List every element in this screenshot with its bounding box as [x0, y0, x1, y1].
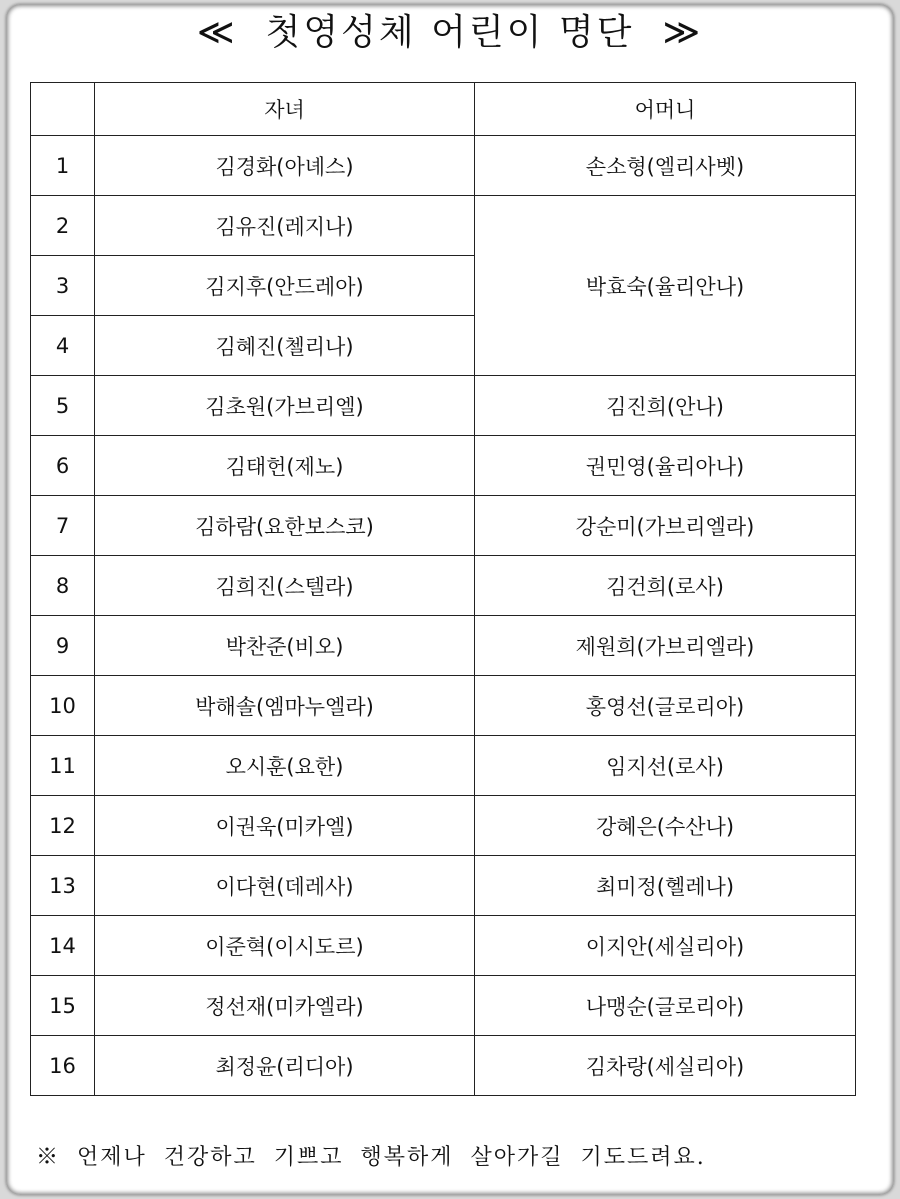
child-name: 최정윤(리디아) [95, 1036, 475, 1096]
row-number: 2 [31, 196, 95, 256]
child-name: 박찬준(비오) [95, 616, 475, 676]
mother-name: 권민영(율리아나) [475, 436, 856, 496]
mother-name: 이지안(세실리아) [475, 916, 856, 976]
roster-table [30, 82, 856, 1096]
row-number: 13 [31, 856, 95, 916]
child-name: 이권욱(미카엘) [95, 796, 475, 856]
row-number: 12 [31, 796, 95, 856]
table-row [31, 376, 856, 436]
table-row [31, 496, 856, 556]
child-name: 이준혁(이시도르) [95, 916, 475, 976]
child-name: 오시훈(요한) [95, 736, 475, 796]
mother-name: 나맹순(글로리아) [475, 976, 856, 1036]
row-number: 4 [31, 316, 95, 376]
page-title [6, 10, 894, 56]
row-number: 15 [31, 976, 95, 1036]
row-number: 16 [31, 1036, 95, 1096]
mother-name: 강혜은(수산나) [475, 796, 856, 856]
row-number: 14 [31, 916, 95, 976]
title-right-mark: ≫ [662, 12, 704, 53]
table-row [31, 436, 856, 496]
table-row [31, 196, 856, 256]
row-number: 1 [31, 136, 95, 196]
roster-body [31, 136, 856, 1096]
header-row [31, 83, 856, 136]
child-name: 김초원(가브리엘) [95, 376, 475, 436]
table-row [31, 136, 856, 196]
mother-name: 최미정(헬레나) [475, 856, 856, 916]
child-name: 김태헌(제노) [95, 436, 475, 496]
mother-name: 강순미(가브리엘라) [475, 496, 856, 556]
footer-note: ※ 언제나 건강하고 기쁘고 행복하게 살아가길 기도드려요. [36, 1145, 706, 1170]
table-row [31, 976, 856, 1036]
header-number [31, 83, 95, 136]
table-row [31, 856, 856, 916]
row-number: 11 [31, 736, 95, 796]
child-name: 김경화(아녜스) [95, 136, 475, 196]
child-name: 김유진(레지나) [95, 196, 475, 256]
mother-name: 김진희(안나) [475, 376, 856, 436]
row-number: 7 [31, 496, 95, 556]
title-left-mark: ≪ [196, 12, 238, 53]
table-row [31, 736, 856, 796]
mother-name: 임지선(로사) [475, 736, 856, 796]
title-text: 첫영성체 어린이 명단 [265, 12, 635, 53]
table-row [31, 676, 856, 736]
row-number: 5 [31, 376, 95, 436]
child-name: 김지후(안드레아) [95, 256, 475, 316]
child-name: 김희진(스텔라) [95, 556, 475, 616]
table-row [31, 796, 856, 856]
table-row [31, 556, 856, 616]
mother-name: 김차랑(세실리아) [475, 1036, 856, 1096]
mother-name: 박효숙(율리안나) [475, 196, 856, 376]
row-number: 6 [31, 436, 95, 496]
child-name: 김혜진(첼리나) [95, 316, 475, 376]
header-mother: 어머니 [475, 83, 856, 136]
header-child: 자녀 [95, 83, 475, 136]
row-number: 9 [31, 616, 95, 676]
child-name: 박해솔(엠마누엘라) [95, 676, 475, 736]
mother-name: 홍영선(글로리아) [475, 676, 856, 736]
child-name: 이다현(데레사) [95, 856, 475, 916]
table-row [31, 916, 856, 976]
mother-name: 손소형(엘리사벳) [475, 136, 856, 196]
child-name: 정선재(미카엘라) [95, 976, 475, 1036]
table-row [31, 1036, 856, 1096]
mother-name: 김건희(로사) [475, 556, 856, 616]
mother-name: 제원희(가브리엘라) [475, 616, 856, 676]
row-number: 10 [31, 676, 95, 736]
row-number: 3 [31, 256, 95, 316]
table-row [31, 616, 856, 676]
child-name: 김하람(요한보스코) [95, 496, 475, 556]
row-number: 8 [31, 556, 95, 616]
